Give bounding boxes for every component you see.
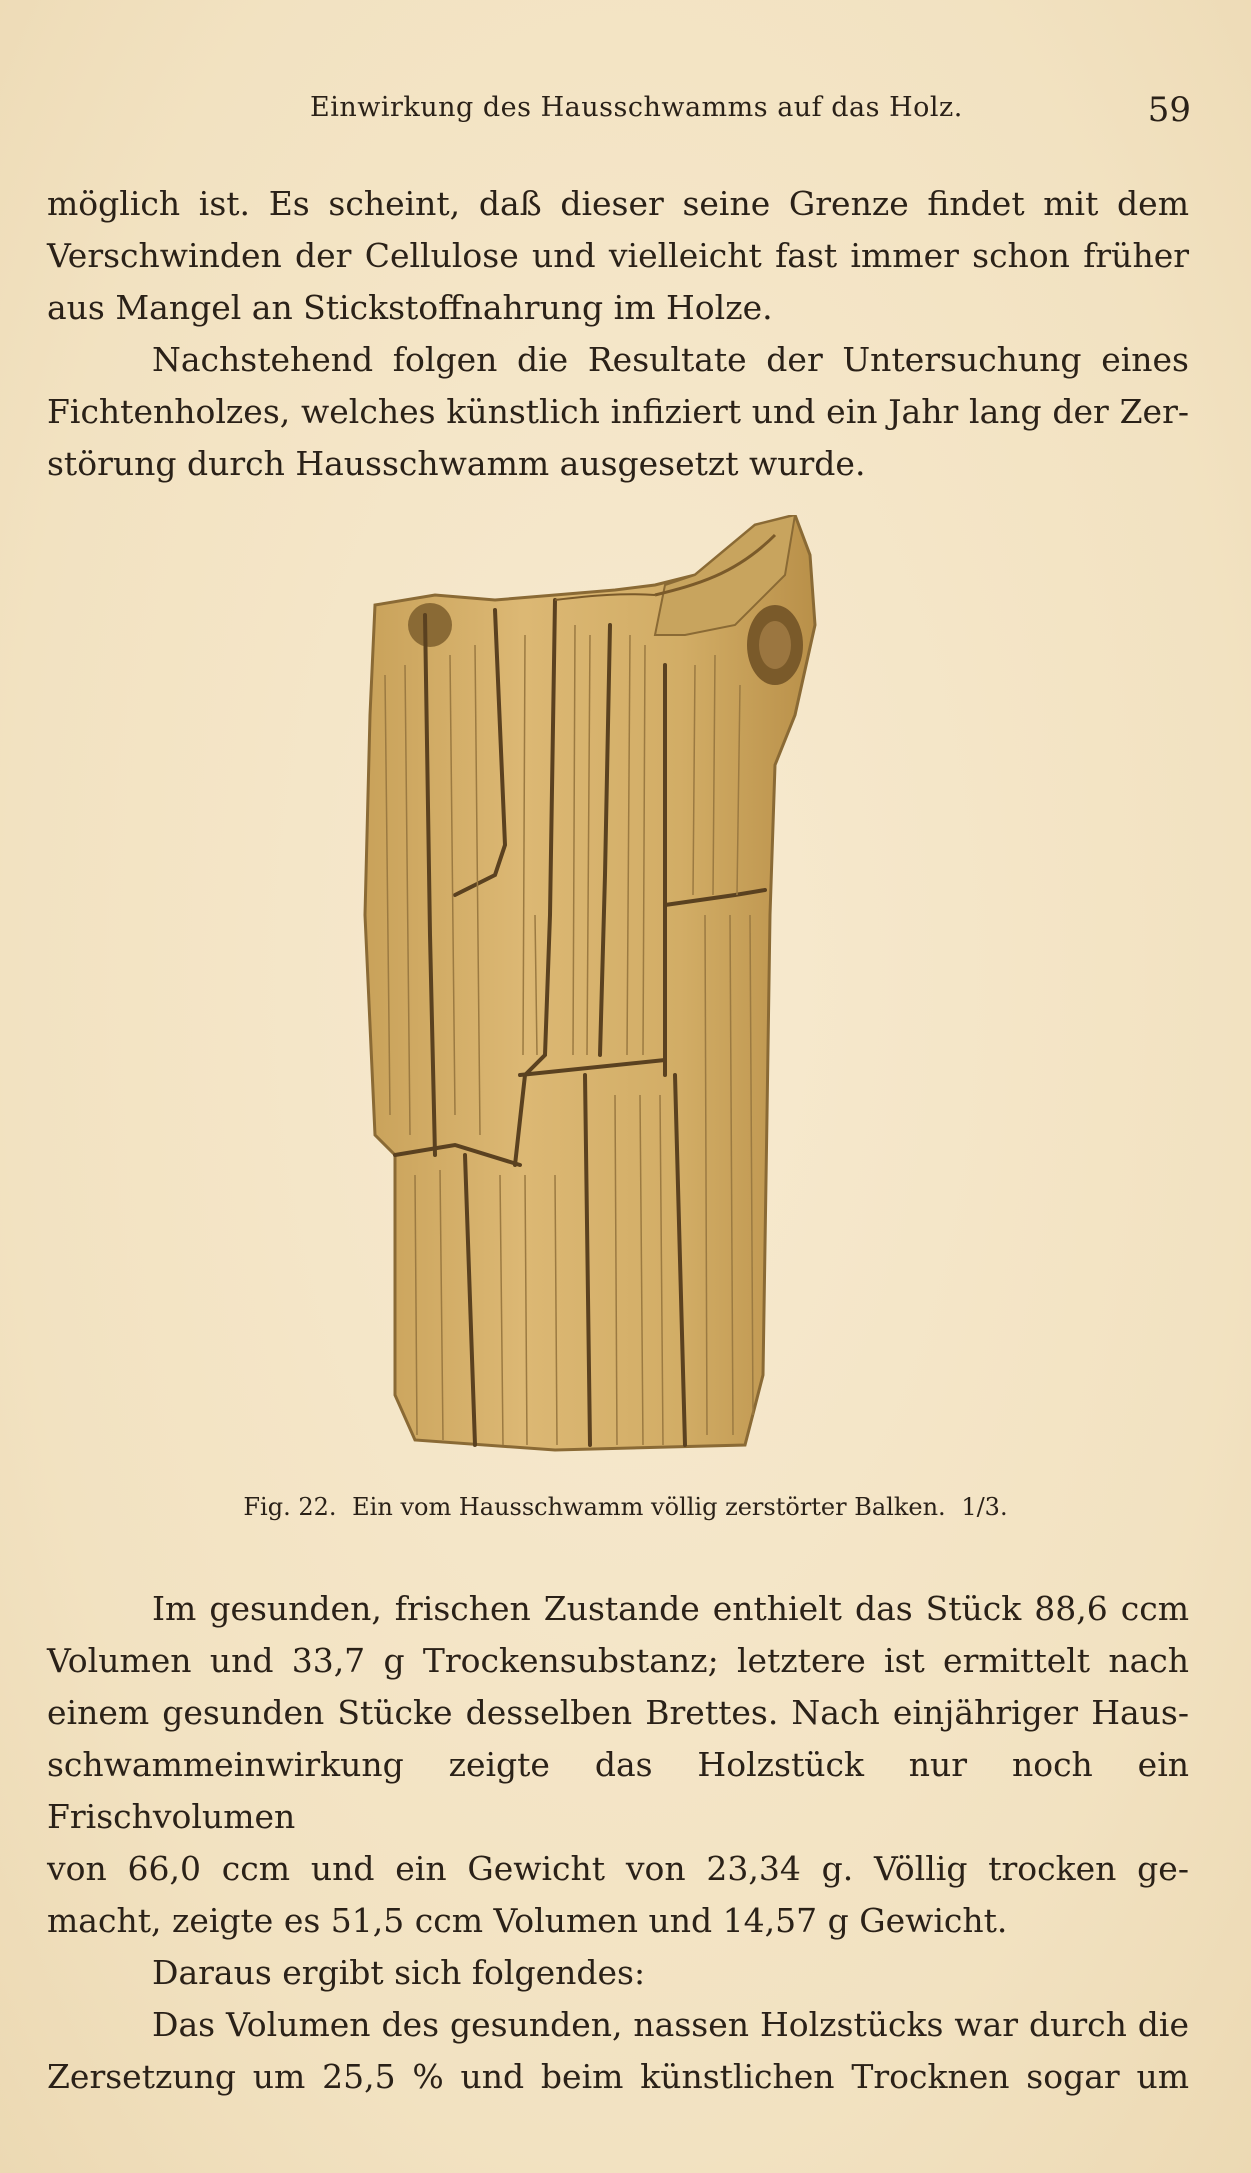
text-line: möglich ist. Es scheint, daß dieser seine Grenze findet mit dem bbox=[47, 184, 1189, 223]
running-head bbox=[0, 92, 1251, 132]
text-line: Das Volumen des gesunden, nassen Holzstücks war durch die bbox=[152, 2005, 1189, 2044]
figure-scale: 1/3. bbox=[961, 1493, 1008, 1521]
text-line: störung durch Hausschwamm ausgesetzt wurde. bbox=[47, 444, 866, 483]
wood-beam-drawing bbox=[355, 515, 915, 1455]
paragraph-block-bottom bbox=[47, 1583, 1189, 2103]
text-line: von 66,0 ccm und ein Gewicht von 23,34 g. Völlig trocken ge- bbox=[47, 1849, 1189, 1888]
text-line: schwammeinwirkung zeigte das Holzstück nur noch ein Frischvolumen bbox=[47, 1745, 1189, 1836]
wood-beam-illustration bbox=[355, 515, 915, 1455]
text-line: Fichtenholzes, welches künstlich infiziert und ein Jahr lang der Zer- bbox=[47, 392, 1189, 431]
text-line: Daraus ergibt sich folgendes: bbox=[152, 1953, 646, 1992]
paragraph-block-top bbox=[47, 178, 1189, 490]
text-line: macht, zeigte es 51,5 ccm Volumen und 14,57 g Gewicht. bbox=[47, 1901, 1008, 1940]
text-line: Nachstehend folgen die Resultate der Untersuchung eines bbox=[152, 340, 1189, 379]
figure-caption bbox=[0, 1493, 1251, 1521]
figure-label: Fig. 22. bbox=[243, 1493, 337, 1521]
text-line: aus Mangel an Stickstoffnahrung im Holze. bbox=[47, 288, 773, 327]
text-line: Verschwinden der Cellulose und vielleicht fast immer schon früher bbox=[47, 236, 1189, 275]
page-number: 59 bbox=[1147, 90, 1191, 130]
text-line: Zersetzung um 25,5 % und beim künstlichen Trocknen sogar um bbox=[47, 2057, 1189, 2096]
text-line: einem gesunden Stücke desselben Brettes. Nach einjähriger Haus- bbox=[47, 1693, 1189, 1732]
figure-caption-text: Ein vom Hausschwamm völlig zerstörter Balken. bbox=[352, 1493, 946, 1521]
text-line: Im gesunden, frischen Zustande enthielt das Stück 88,6 ccm bbox=[152, 1589, 1189, 1628]
running-head-title: Einwirkung des Hausschwamms auf das Holz. bbox=[310, 92, 963, 123]
text-line: Volumen und 33,7 g Trockensubstanz; letztere ist ermittelt nach bbox=[47, 1641, 1189, 1680]
